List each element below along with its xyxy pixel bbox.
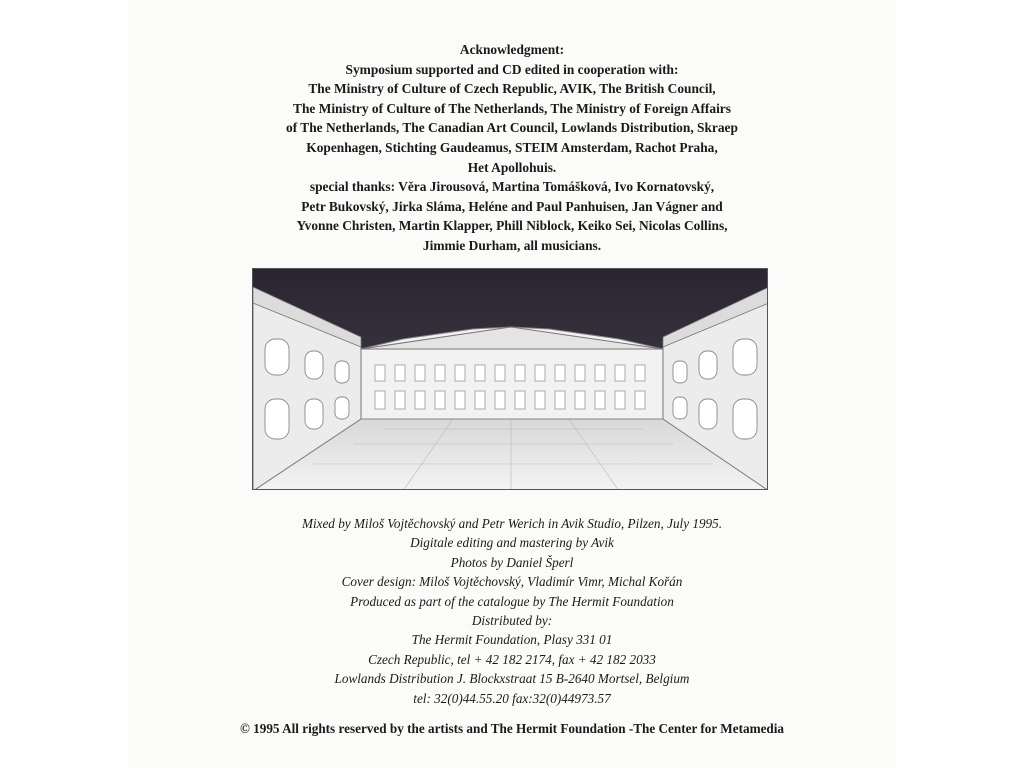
- credits-line: Digitale editing and mastering by Avik: [410, 535, 614, 551]
- acknowledgment-line: of The Netherlands, The Canadian Art Council, Lowlands Distribution, Skraep: [286, 120, 738, 136]
- special-thanks-line: : Věra Jirousová, Martina Tomášková, Ivo Kornatovský,: [390, 179, 715, 194]
- special-thanks-section: [128, 177, 896, 255]
- copyright-notice: © 1995 All rights reserved by the artists and The Hermit Foundation -The Center for Metamedia: [239, 721, 785, 736]
- courtyard-illustration: [253, 269, 768, 490]
- credits-line: Czech Republic, tel + 42 182 2174, fax + 42 182 2033: [368, 651, 656, 667]
- special-thanks-line: Jimmie Durham, all musicians.: [422, 237, 602, 253]
- special-thanks-line: Yvonne Christen, Martin Klapper, Phill Niblock, Keiko Sei, Nicolas Collins,: [296, 218, 728, 234]
- special-thanks-label: special thanks: [309, 179, 391, 194]
- special-thanks-first-line: [128, 177, 896, 197]
- acknowledgment-line: The Ministry of Culture of Czech Republic, AVIK, The British Council,: [308, 81, 716, 97]
- acknowledgment-line: Symposium supported and CD edited in cooperation with:: [345, 61, 679, 77]
- credits-line: Photos by Daniel Šperl: [450, 554, 574, 570]
- credits-line: The Hermit Foundation, Plasy 331 01: [411, 632, 613, 648]
- acknowledgment-line: Het Apollohuis.: [467, 159, 557, 175]
- acknowledgment-section: [128, 40, 896, 177]
- acknowledgment-line: Kopenhagen, Stichting Gaudeamus, STEIM Amsterdam, Rachot Praha,: [306, 139, 718, 155]
- credits-line: Distributed by:: [471, 613, 553, 629]
- credits-line: tel: 32(0)44.55.20 fax:32(0)44973.57: [413, 690, 611, 706]
- special-thanks-line: Petr Bukovský, Jirka Sláma, Heléne and Paul Panhuisen, Jan Vágner and: [301, 198, 723, 214]
- credits-section: [128, 514, 896, 708]
- credits-line: Lowlands Distribution J. Blockxstraat 15 B-2640 Mortsel, Belgium: [334, 671, 690, 687]
- acknowledgment-line: The Ministry of Culture of The Netherlands, The Ministry of Foreign Affairs: [293, 100, 731, 116]
- credits-line: Cover design: Miloš Vojtěchovský, Vladimír Vimr, Michal Kořán: [341, 574, 683, 590]
- credits-line: Mixed by Miloš Vojtěchovský and Petr Werich in Avik Studio, Pilzen, July 1995.: [301, 516, 723, 531]
- credits-line: Produced as part of the catalogue by The Hermit Foundation: [350, 593, 674, 609]
- cd-booklet-page: [128, 0, 896, 768]
- courtyard-photo: [252, 268, 768, 490]
- acknowledgment-heading: Acknowledgment:: [459, 42, 565, 57]
